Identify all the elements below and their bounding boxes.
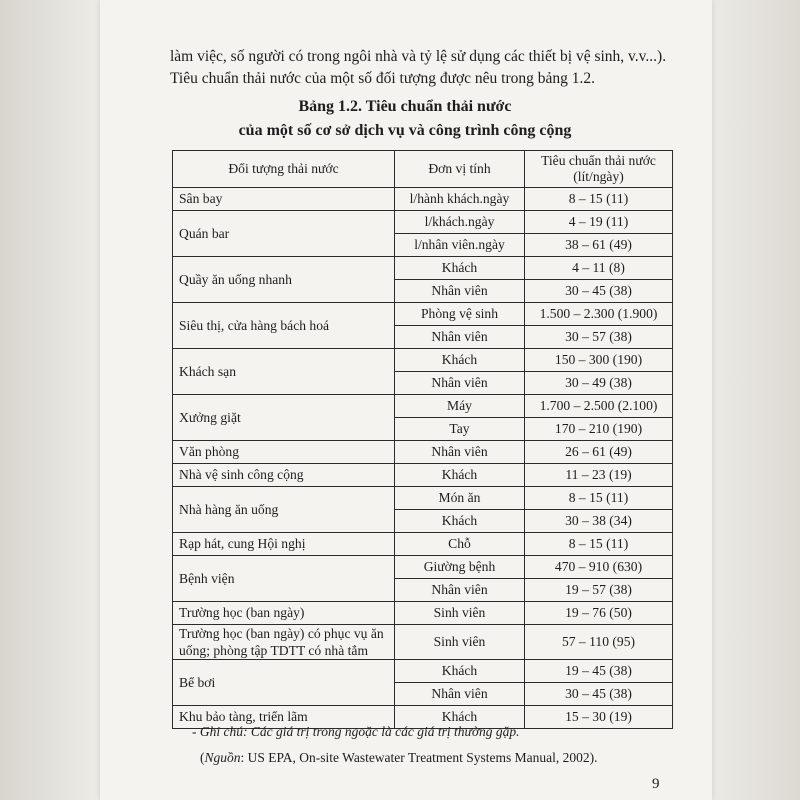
cell-unit: Tay [395, 418, 525, 441]
cell-unit: Nhân viên [395, 326, 525, 349]
cell-unit: Nhân viên [395, 372, 525, 395]
table-row [173, 441, 673, 464]
cell-value: 170 – 210 (190) [525, 418, 673, 441]
cell-value: 30 – 45 (38) [525, 280, 673, 303]
cell-object: Bệnh viện [173, 556, 395, 602]
table-row [173, 303, 673, 326]
table-row [173, 602, 673, 625]
table-row [173, 349, 673, 372]
cell-object: Xưởng giặt [173, 395, 395, 441]
cell-value: 8 – 15 (11) [525, 188, 673, 211]
cell-object: Sân bay [173, 188, 395, 211]
cell-unit: Khách [395, 257, 525, 280]
cell-value: 4 – 19 (11) [525, 211, 673, 234]
table-row [173, 257, 673, 280]
cell-value: 19 – 76 (50) [525, 602, 673, 625]
table-row [173, 188, 673, 211]
table-source: (Nguồn: US EPA, On-site Wastewater Treatment Systems Manual, 2002). [200, 750, 598, 765]
table-row [173, 533, 673, 556]
cell-value: 8 – 15 (11) [525, 487, 673, 510]
water-discharge-table [172, 150, 673, 729]
table-title: Bảng 1.2. Tiêu chuẩn thải nước [298, 98, 512, 115]
intro-line-2: Tiêu chuẩn thải nước của một số đối tượng được nêu trong bảng 1.2. [170, 70, 596, 87]
cell-value: 30 – 49 (38) [525, 372, 673, 395]
cell-unit: Khách [395, 464, 525, 487]
cell-unit: Khách [395, 510, 525, 533]
page-number: 9 [652, 776, 660, 792]
cell-value: 11 – 23 (19) [525, 464, 673, 487]
cell-object: Trường học (ban ngày) [173, 602, 395, 625]
cell-object: Rạp hát, cung Hội nghị [173, 533, 395, 556]
cell-unit: Nhân viên [395, 683, 525, 706]
cell-unit: Khách [395, 660, 525, 683]
table-row [173, 556, 673, 579]
cell-unit: Nhân viên [395, 280, 525, 303]
cell-unit: l/nhân viên.ngày [395, 234, 525, 257]
intro-line-1: làm việc, số người có trong ngôi nhà và tỷ lệ sử dụng các thiết bị vệ sinh, v.v...). [170, 48, 667, 65]
cell-value: 26 – 61 (49) [525, 441, 673, 464]
cell-object: Nhà vệ sinh công cộng [173, 464, 395, 487]
table-row [173, 464, 673, 487]
table-row [173, 395, 673, 418]
table-body [173, 188, 673, 729]
table-row [173, 211, 673, 234]
cell-object: Khách sạn [173, 349, 395, 395]
cell-unit: Phòng vệ sinh [395, 303, 525, 326]
table-subtitle: của một số cơ sở dịch vụ và công trình công cộng [238, 122, 572, 139]
cell-unit: Giường bệnh [395, 556, 525, 579]
cell-unit: Nhân viên [395, 579, 525, 602]
cell-object: Siêu thị, cửa hàng bách hoá [173, 303, 395, 349]
cell-value: 38 – 61 (49) [525, 234, 673, 257]
cell-value: 30 – 57 (38) [525, 326, 673, 349]
cell-object: Quầy ăn uống nhanh [173, 257, 395, 303]
cell-unit: Sinh viên [395, 625, 525, 660]
cell-value: 1.700 – 2.500 (2.100) [525, 395, 673, 418]
cell-value: 470 – 910 (630) [525, 556, 673, 579]
cell-unit: Chỗ [395, 533, 525, 556]
cell-object: Khu bảo tàng, triển lãm [173, 706, 395, 729]
cell-unit: Sinh viên [395, 602, 525, 625]
header-value [525, 151, 673, 188]
header-unit: Đơn vị tính [395, 151, 525, 188]
cell-value: 150 – 300 (190) [525, 349, 673, 372]
table-row [173, 660, 673, 683]
cell-object: Nhà hàng ăn uống [173, 487, 395, 533]
source-text: : US EPA, On-site Wastewater Treatment Systems Manual, 2002). [240, 750, 598, 765]
table-row [173, 487, 673, 510]
table-note: - Ghi chú: Các giá trị trong ngoặc là các giá trị thường gặp. [192, 724, 520, 739]
cell-unit: Máy [395, 395, 525, 418]
cell-value: 57 – 110 (95) [525, 625, 673, 660]
cell-unit: l/khách.ngày [395, 211, 525, 234]
header-value-line-1: Tiêu chuẩn thải nước [541, 153, 656, 168]
cell-value: 19 – 57 (38) [525, 579, 673, 602]
header-value-line-2: (lít/ngày) [573, 169, 624, 184]
source-label: Nguồn [204, 750, 241, 765]
cell-object: Quán bar [173, 211, 395, 257]
cell-value: 4 – 11 (8) [525, 257, 673, 280]
cell-unit: Khách [395, 349, 525, 372]
cell-unit: Món ăn [395, 487, 525, 510]
cell-value: 19 – 45 (38) [525, 660, 673, 683]
table-header-row [173, 151, 673, 188]
cell-unit: l/hành khách.ngày [395, 188, 525, 211]
cell-unit: Nhân viên [395, 441, 525, 464]
cell-value: 8 – 15 (11) [525, 533, 673, 556]
cell-value: 1.500 – 2.300 (1.900) [525, 303, 673, 326]
cell-value: 30 – 38 (34) [525, 510, 673, 533]
cell-unit: Khách [395, 706, 525, 729]
cell-value: 15 – 30 (19) [525, 706, 673, 729]
cell-object: Bể bơi [173, 660, 395, 706]
table-row [173, 625, 673, 660]
cell-object: Trường học (ban ngày) có phục vụ ăn uống; phòng tập TDTT có nhà tắm [173, 625, 395, 660]
header-object: Đối tượng thải nước [173, 151, 395, 188]
cell-value: 30 – 45 (38) [525, 683, 673, 706]
cell-object: Văn phòng [173, 441, 395, 464]
